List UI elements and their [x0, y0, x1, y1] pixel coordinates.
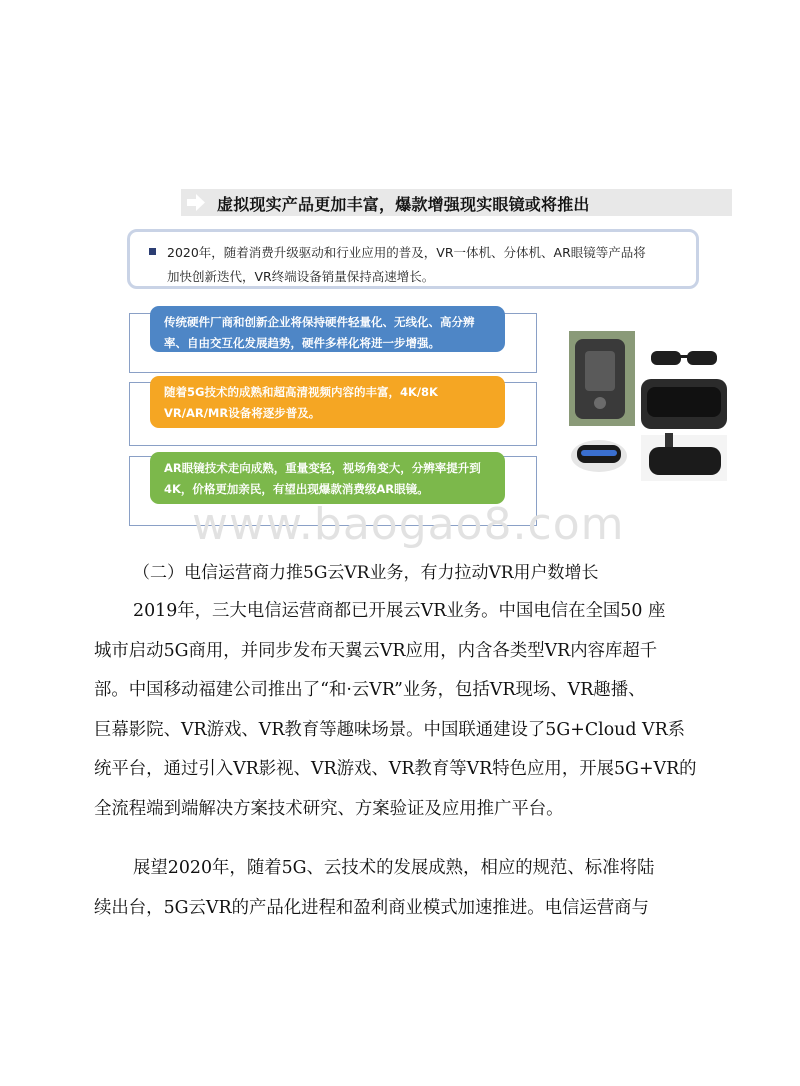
- paragraph-line: 2019年，三大电信运营商都已开展云VR业务。中国电信在全国50 座: [133, 601, 666, 621]
- point-line: 随着5G技术的成熟和超高清视频内容的丰富，4K/8K: [164, 385, 438, 399]
- point-line: VR/AR/MR设备将逐步普及。: [164, 406, 321, 420]
- banner-title: 虚拟现实产品更加丰富，爆款增强现实眼镜或将推出: [217, 195, 590, 214]
- summary-line: 加快创新迭代，VR终端设备销量保持高速增长。: [167, 269, 435, 284]
- paragraph-line: 部。中国移动福建公司推出了“和·云VR”业务，包括VR现场、VR趣播、: [94, 680, 646, 700]
- paragraph-1: [94, 592, 744, 829]
- point-line: 率、自由交互化发展趋势，硬件多样化将进一步增强。: [164, 336, 440, 350]
- paragraph-line: 统平台，通过引入VR影视、VR游戏、VR教育等VR特色应用，开展5G+VR的: [94, 759, 697, 779]
- point-pill-3: [150, 452, 505, 504]
- paragraph-line: 城市启动5G商用，并同步发布天翼云VR应用，内含各类型VR内容库超千: [94, 640, 658, 661]
- watermark: www.baogao8.com: [192, 499, 625, 550]
- paragraph-line: 巨幕影院、VR游戏、VR教育等趣味场景。中国联通建设了5G+Cloud VR系: [94, 719, 686, 740]
- arrow-right-icon: [187, 194, 205, 211]
- square-bullet-icon: [149, 248, 156, 255]
- point-line: 4K，价格更加亲民，有望出现爆款消费级AR眼镜。: [164, 482, 429, 496]
- section-heading: （二）电信运营商力推5G云VR业务，有力拉动VR用户数增长: [133, 563, 599, 583]
- paragraph-2: [94, 849, 744, 928]
- paragraph-line: 展望2020年，随着5G、云技术的发展成熟，相应的规范、标准将陆: [133, 858, 655, 878]
- paragraph-line: 全流程端到端解决方案技术研究、方案验证及应用推广平台。: [94, 798, 564, 819]
- section-banner: [181, 189, 732, 216]
- vr-devices-photo: [569, 331, 729, 481]
- point-line: AR眼镜技术走向成熟，重量变轻，视场角变大，分辨率提升到: [164, 461, 481, 475]
- summary-text: [167, 241, 692, 289]
- point-pill-2: [150, 376, 505, 428]
- summary-line: 2020年，随着消费升级驱动和行业应用的普及，VR一体机、分体机、AR眼镜等产品将: [167, 245, 646, 260]
- paragraph-line: 续出台，5G云VR的产品化进程和盈利商业模式加速推进。电信运营商与: [94, 897, 649, 918]
- summary-box: [127, 229, 699, 289]
- point-pill-1: [150, 306, 505, 352]
- point-line: 传统硬件厂商和创新企业将保持硬件轻量化、无线化、高分辨: [164, 315, 475, 329]
